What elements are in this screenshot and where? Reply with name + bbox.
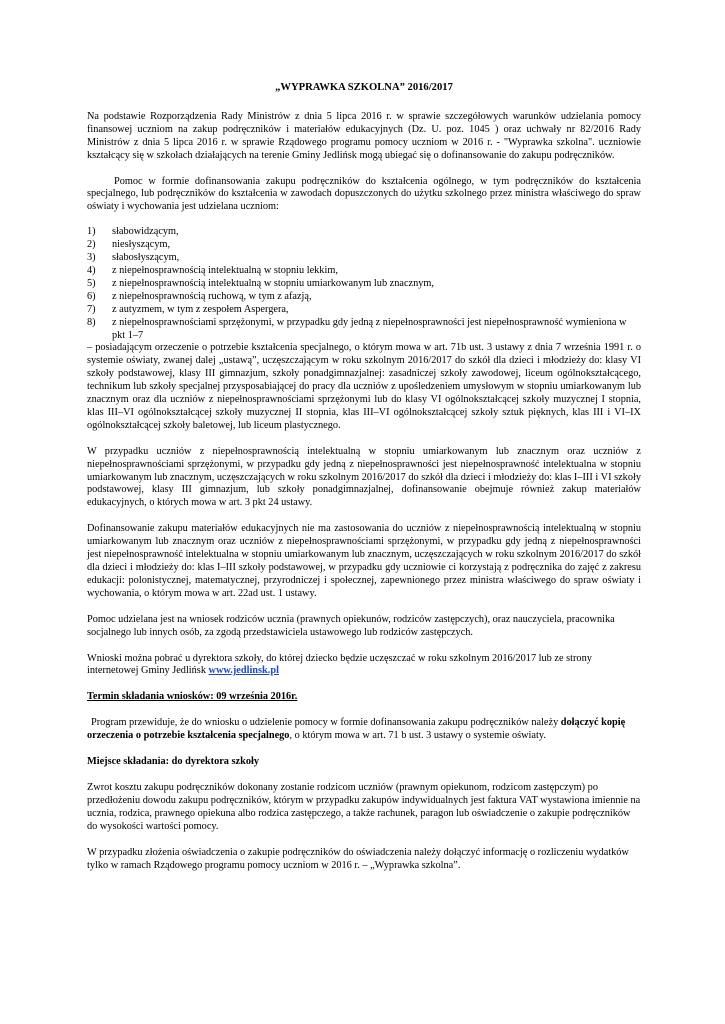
forms-text: Wnioski można pobrać u dyrektora szkoły, do której dziecko będzie uczęszczać w roku szkolnym 2016/2017 lub ze strony internetowej Gminy Jedlińsk	[87, 652, 592, 677]
website-link[interactable]: www.jedlinsk.pl	[208, 665, 279, 677]
after-list-paragraph: – posiadającym orzeczenie o potrzebie kształcenia specjalnego, o którym mowa w art. 71b ust. 3 ustawy z dnia 7 września 1991 r. o systemie oświaty, zwanej dalej „ustawą”, uczęszczającym w roku szkolnym 2016/2017 do szkół dla dzieci i młodzieży do: klasy VI szkoły podstawowej, klasy III gimnazjum, szkoły ponadgimnazjalnej: zasadniczej szkoły zawodowej, liceum ogólnokształcącego, technikum lub szkoły specjalnej przysposabiającej do pracy dla uczniów z upośledzeniem umysłowym w stopniu umiarkowanym lub znacznym oraz dla uczniów z niepełnosprawnościami sprzężonymi lub do klasy VI ogólnokształcącej szkoły muzycznej I stopnia, klas III–VI ogólnokształcącej szkoły muzycznej II stopnia, klas III–VI ogólnokształcącej szkoły sztuk pięknych, klas III i VI–IX ogólnokształcącej szkoły baletowej, lub liceum plastycznego.	[87, 342, 641, 431]
forms-paragraph	[87, 653, 641, 679]
statement-paragraph: W przypadku złożenia oświadczenia o zakupie podręczników do oświadczenia należy dołączyć informację o rozliczeniu wydatków tylko w ramach Rządowego programu pomocy uczniom w 2016 r. – „Wyprawka szkolna”.	[87, 846, 629, 871]
list-item-text: z niepełnosprawnościami sprzężonymi, w przypadku gdy jedną z niepełnosprawności jest niepełnosprawność wymieniona w pkt 1–7	[112, 316, 627, 341]
who-applies-paragraph: Pomoc udzielana jest na wniosek rodziców ucznia (prawnych opiekunów, rodziców zastępczych), oraz nauczyciela, pracownika socjalnego lub innych osób, za zgodą przedstawiciela ustawowego lub rodziców zastępczych.	[87, 613, 615, 638]
eligibility-paragraph: Pomoc w formie dofinansowania zakupu podręczników do kształcenia ogólnego, w tym podręczników do kształcenia specjalnego, lub podręczników do kształcenia w zawodach dopuszczonych do użytku szkolnego przez ministra właściwego do spraw oświaty i wychowania jest udzielana uczniom:	[87, 175, 641, 213]
program-prefix: Program przewiduje, że do wniosku o udzielenie pomocy w formie dofinansowania zakupu podręczników należy	[91, 717, 561, 729]
list-item-text: z niepełnosprawnością ruchową, w tym z afazją,	[112, 290, 312, 302]
list-item-text: niesłyszącym,	[112, 239, 171, 251]
program-bold-requirement: dołączyć kopię orzeczenia o potrzebie kształcenia specjalnego	[87, 717, 626, 742]
disability-list	[87, 226, 641, 342]
list-item-number: 7)	[87, 303, 96, 315]
list-item	[87, 291, 641, 304]
list-item-number: 8)	[87, 316, 96, 328]
list-item-number: 6)	[87, 290, 96, 302]
list-item-text: z autyzmem, w tym z zespołem Aspergera,	[112, 303, 289, 315]
place-heading: Miejsce składania: do dyrektora szkoły	[87, 756, 259, 768]
list-item	[87, 239, 641, 252]
refund-paragraph: Zwrot kosztu zakupu podręczników dokonany zostanie rodzicom uczniów (prawnym opiekunom, rodzicom zastępczym) po przedłożeniu dowodu zakupu podręczników, którym w przypadku zakupów indywidualnych jest faktura VAT wystawiona imiennie na ucznia, rodzica, prawnego opiekuna albo rodzica zastępczego, a także rachunek, paragon lub oświadczenie o zakupie podręczników do wysokości wartości pomocy.	[87, 781, 641, 832]
program-paragraph	[87, 717, 641, 743]
list-item-text: słabosłyszącym,	[112, 252, 180, 264]
list-item-text: z niepełnosprawnością intelektualną w stopniu umiarkowanym lub znacznym,	[112, 277, 434, 289]
list-item	[87, 304, 641, 317]
list-item-number: 1)	[87, 226, 96, 238]
list-item-number: 2)	[87, 239, 96, 251]
materials-paragraph: Dofinansowanie zakupu materiałów edukacyjnych nie ma zastosowania do uczniów z niepełnosprawnością intelektualną w stopniu umiarkowanym lub znacznym oraz uczniów z niepełnosprawnościami sprzężonymi, w przypadku gdy jedną z niepełnosprawności jest niepełnosprawność intelektualna w stopniu umiarkowanym lub znacznym, uczęszczających w roku szkolnym 2016/2017 do szkół dla dzieci i młodzieży do: klas I–III szkoły podstawowej, w przypadku gdy uczniowie ci korzystają z podręcznika do zajęć z zakresu edukacji: polonistycznej, matematycznej, przyrodniczej i społecznej, zapewnionego przez ministra właściwego do spraw oświaty i wychowania, o którym mowa w art. 22ad ust. 1 ustawy.	[87, 523, 641, 599]
list-item	[87, 265, 641, 278]
list-item-number: 5)	[87, 277, 96, 289]
intellectual-disability-paragraph: W przypadku uczniów z niepełnosprawnością intelektualną w stopniu umiarkowanym lub znacznym oraz uczniów z niepełnosprawnościami sprzężonymi, w przypadku gdy jedną z niepełnosprawności jest niepełnosprawność intelektualna w stopniu umiarkowanym lub znacznym, uczęszczających w roku szkolnym 2016/2017 do szkół dla dzieci i młodzieży do: klas I–III i VI szkoły podstawowej, klasy III gimnazjum, lub szkoły ponadgimnazjalnej, dofinansowanie obejmuje również zakup materiałów edukacyjnych, o których mowa w art. 3 pkt 24 ustawy.	[87, 445, 641, 509]
list-item-text: z niepełnosprawnością intelektualną w stopniu lekkim,	[112, 264, 338, 276]
list-item-number: 3)	[87, 252, 96, 264]
list-item-text: słabowidzącym,	[112, 226, 179, 238]
list-item	[87, 252, 641, 265]
list-item-number: 4)	[87, 264, 96, 276]
list-item	[87, 226, 641, 239]
intro-paragraph: Na podstawie Rozporządzenia Rady Ministrów z dnia 5 lipca 2016 r. w sprawie szczegółowych warunków udzielania pomocy finansowej uczniom na zakup podręczników i materiałów edukacyjnych (Dz. U. poz. 1045 ) oraz uchwały nr 82/2016 Rady Ministrów z dnia 5 lipca 2016 r. w sprawie Rządowego programu pomocy uczniom w 2016 r. - "Wyprawka szkolna". uczniowie kształcący się w szkołach działających na terenie Gminy Jedlińsk mogą ubiegać się o dofinansowanie do zakupu podręczników.	[87, 110, 641, 161]
deadline-heading: Termin składania wniosków: 09 września 2016r.	[87, 691, 298, 703]
program-suffix: , o którym mowa w art. 71 b ust. 3 ustawy o systemie oświaty.	[289, 730, 546, 742]
document-title: „WYPRAWKA SZKOLNA” 2016/2017	[275, 82, 453, 93]
list-item	[87, 317, 641, 343]
list-item	[87, 278, 641, 291]
